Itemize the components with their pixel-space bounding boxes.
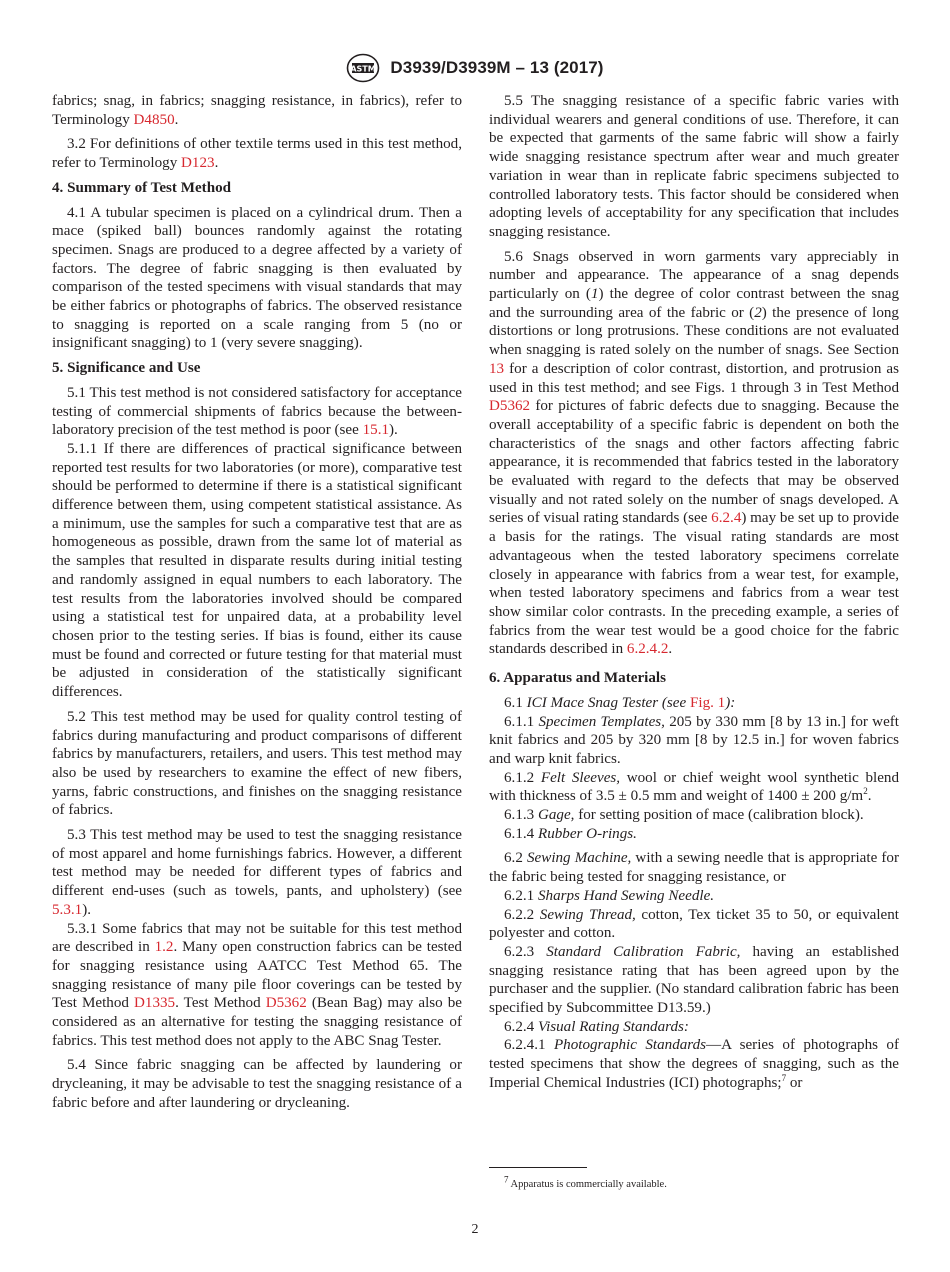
left-column	[52, 92, 462, 1119]
link-d5362[interactable]: D5362	[265, 995, 307, 1012]
right-column	[489, 92, 899, 1093]
footnote-divider	[489, 1167, 587, 1168]
paragraph-6-1: 6.1 ICI Mace Snag Tester (see Fig. 1):	[504, 694, 736, 711]
paragraph-6-1-1: 6.1.1 Specimen Templates, 205 by 330 mm [8 by 13 in.] for weft knit fabrics and 205 by 320 mm [8 by 12.5 in.] for woven fabrics and warp knit fabrics.	[489, 713, 899, 767]
paragraph-5-3-1: 5.3.1 Some fabrics that may not be suitable for this test method are described in 1.2. Many open construction fabrics can be tested for snagging resistance using AATCC Test Method 65. The snagging resistance of many pile floor coverings can be tested by Test Method D1335. Test Method D5362 (Bean Bag) may also be considered as an alternative for testing the snagging resistance of fabrics. This test method does not apply to the ABC Snag Tester.	[52, 920, 463, 1049]
section-heading-4: 4. Summary of Test Method	[52, 179, 232, 196]
paragraph-6-2-1: 6.2.1 Sharps Hand Sewing Needle.	[504, 887, 715, 904]
astm-logo-icon	[346, 53, 380, 83]
link-6-2-4[interactable]: 6.2.4	[711, 510, 742, 527]
svg-text:ASTM: ASTM	[350, 64, 377, 74]
paragraph-5-6: 5.6 Snags observed in worn garments vary appreciably in number and appearance. The appearance of a snag depends particularly on (1) the degree of color contrast between the snag and the surrounding area of the fabric or (2) the presence of long distortions or long protrusions. These conditions are not evaluated when snagging is rated solely on the number of snags. See Section 13 for a description of color contrast, distortion, and protrusion as used in this test method; and see Figs. 1 through 3 in Test Method D5362 for pictures of fabric defects due to snagging. Because the overall acceptability of a specific fabric is dependent on both the characteristics of the snags and other factors affecting fabric appearance, it is recommended that fabrics tested in the laboratory be evaluated with regard to the defects that may be observed visually and not rated solely on the number of snags developed. A series of visual rating standards (see 6.2.4) may be set up to provide a basis for the ratings. The visual rating standards are most advantageous when the tested laboratory specimens correlate closely in appearance with fabrics from a wear test, for example, when tested laboratory specimens and fabrics from a wear test show similar color contrasts. In the preceding example, a series of fabrics from the wear test would be a good choice for the fabric standards described in 6.2.4.2.	[489, 248, 899, 658]
paragraph-6-1-2: 6.1.2 Felt Sleeves, wool or chief weight wool synthetic blend with thickness of 3.5 ± 0.5 mm and weight of 1400 ± 200 $g/m^2$.	[489, 769, 900, 805]
link-6-2-4-2[interactable]: 6.2.4.2	[626, 641, 669, 658]
paragraph-6-2-2: 6.2.2 Sewing Thread, cotton, Tex ticket 35 to 50, or equivalent polyester and cotton.	[489, 906, 899, 942]
paragraph-6-1-3: 6.1.3 Gage, for setting position of mace (calibration block).	[504, 807, 864, 824]
document-designation: D3939/D3939M – 13 (2017)	[390, 58, 604, 77]
paragraph-5-2: 5.2 This test method may be used for quality control testing of fabrics during manufacturing and product comparisons of different fabrics by manufacturers, retailers, and users. This test method may also be used by researchers to examine the effect of new fibers, yarns, fabric constructions, and finishes on the snagging resistance of fabrics.	[52, 708, 462, 819]
section-heading-6: 6. Apparatus and Materials	[489, 670, 666, 687]
link-1-2[interactable]: 1.2	[154, 939, 174, 956]
link-15-1[interactable]: 15.1	[362, 422, 390, 439]
paragraph-5-4: 5.4 Since fabric snagging can be affected by laundering or drycleaning, it may be advisable to test the snagging resistance of a fabric before and after laundering or drycleaning.	[52, 1057, 462, 1111]
paragraph-6-2-4-1: 6.2.4.1 Photographic Standards—A series of photographs of tested specimens that show the degrees of snagging, such as the Imperial Chemical Industries (ICI) photographs;$^7$ or	[489, 1037, 900, 1091]
paragraph-5-1: 5.1 This test method is not considered satisfactory for acceptance testing of commercial shipments of fabrics because the between-laboratory precision of the test method is poor (see 15.1).	[52, 384, 462, 439]
link-5-3-1[interactable]: 5.3.1	[52, 901, 83, 918]
page-number: 2	[471, 1222, 479, 1237]
paragraph-6-2-4: 6.2.4 Visual Rating Standards:	[504, 1018, 689, 1035]
paragraph-6-1-4: 6.1.4 Rubber O-rings.	[504, 825, 637, 842]
link-d123[interactable]: D123	[181, 155, 215, 172]
link-section-13[interactable]: 13	[489, 360, 505, 377]
page-header	[0, 52, 950, 84]
footnote: $^7$ Apparatus is commercially available.	[504, 1174, 667, 1190]
paragraph-terminology-cont: fabrics; snag, in fabrics; snagging resistance, in fabrics), refer to Terminology D4850.	[52, 93, 462, 128]
paragraph-3-2: 3.2 For definitions of other textile terms used in this test method, refer to Terminology D123.	[52, 136, 462, 172]
paragraph-5-1-1: 5.1.1 If there are differences of practical significance between reported test results for two laboratories (or more), comparative test should be performed to determine if there is a statistical significant difference between them, using competent statistical assistance. As a minimum, use the samples for such a comparative test that are as homogeneous as possible, drawn from the same lot of material as the samples that resulted in disparate results during initial testing and randomly assigned in equal numbers to each laboratory. The test results from the laboratories involved should be compared using a statistical test for unpaired data, at a probability level chosen prior to the testing series. If bias is found, either its cause must be found and corrected or future testing for that material must be adjusted in consideration of the statistically significant differences.	[52, 440, 462, 701]
paragraph-6-2-3: 6.2.3 Standard Calibration Fabric, having an established snagging resistance rating that has been agreed upon by the purchaser and the supplier. (No standard calibration fabric has been specified by Subcommittee D13.59.)	[489, 943, 900, 1017]
paragraph-5-5: 5.5 The snagging resistance of a specific fabric varies with individual wearers and general conditions of use. Therefore, it can be expected that garments of the same fabric will show a fairly wide snagging resistance spectrum after wear and much greater variation in wear than in replicate fabric specimens subjected to controlled laboratory tests. This factor should be considered when adopting levels of acceptability for any specification that includes snagging resistance.	[489, 93, 899, 240]
paragraph-4-1: 4.1 A tubular specimen is placed on a cylindrical drum. Then a mace (spiked ball) bounces randomly against the rotating specimen. Snags are produced to a degree affected by a variety of factors. The degree of fabric snagging is then evaluated by comparison of the tested specimens with visual standards that may be either fabrics or photographs of fabrics. The observed resistance to snagging is reported on a scale ranging from 5 (no or insignificant snagging) to 1 (very severe snagging).	[52, 204, 462, 352]
link-d5362[interactable]: D5362	[489, 398, 531, 415]
section-heading-5: 5. Significance and Use	[52, 360, 201, 377]
link-d1335[interactable]: D1335	[134, 995, 176, 1012]
paragraph-6-2: 6.2 Sewing Machine, with a sewing needle that is appropriate for the fabric being tested for snagging resistance, or	[489, 850, 899, 886]
paragraph-5-3: 5.3 This test method may be used to test the snagging resistance of most apparel and home furnishings fabrics. However, a different test method may be needed for different types of fabrics and different end-uses (such as towels, pants, and upholstery) (see 5.3.1).	[52, 827, 462, 918]
link-fig-1[interactable]: Fig. 1	[689, 694, 726, 711]
link-d4850[interactable]: D4850	[133, 111, 175, 128]
